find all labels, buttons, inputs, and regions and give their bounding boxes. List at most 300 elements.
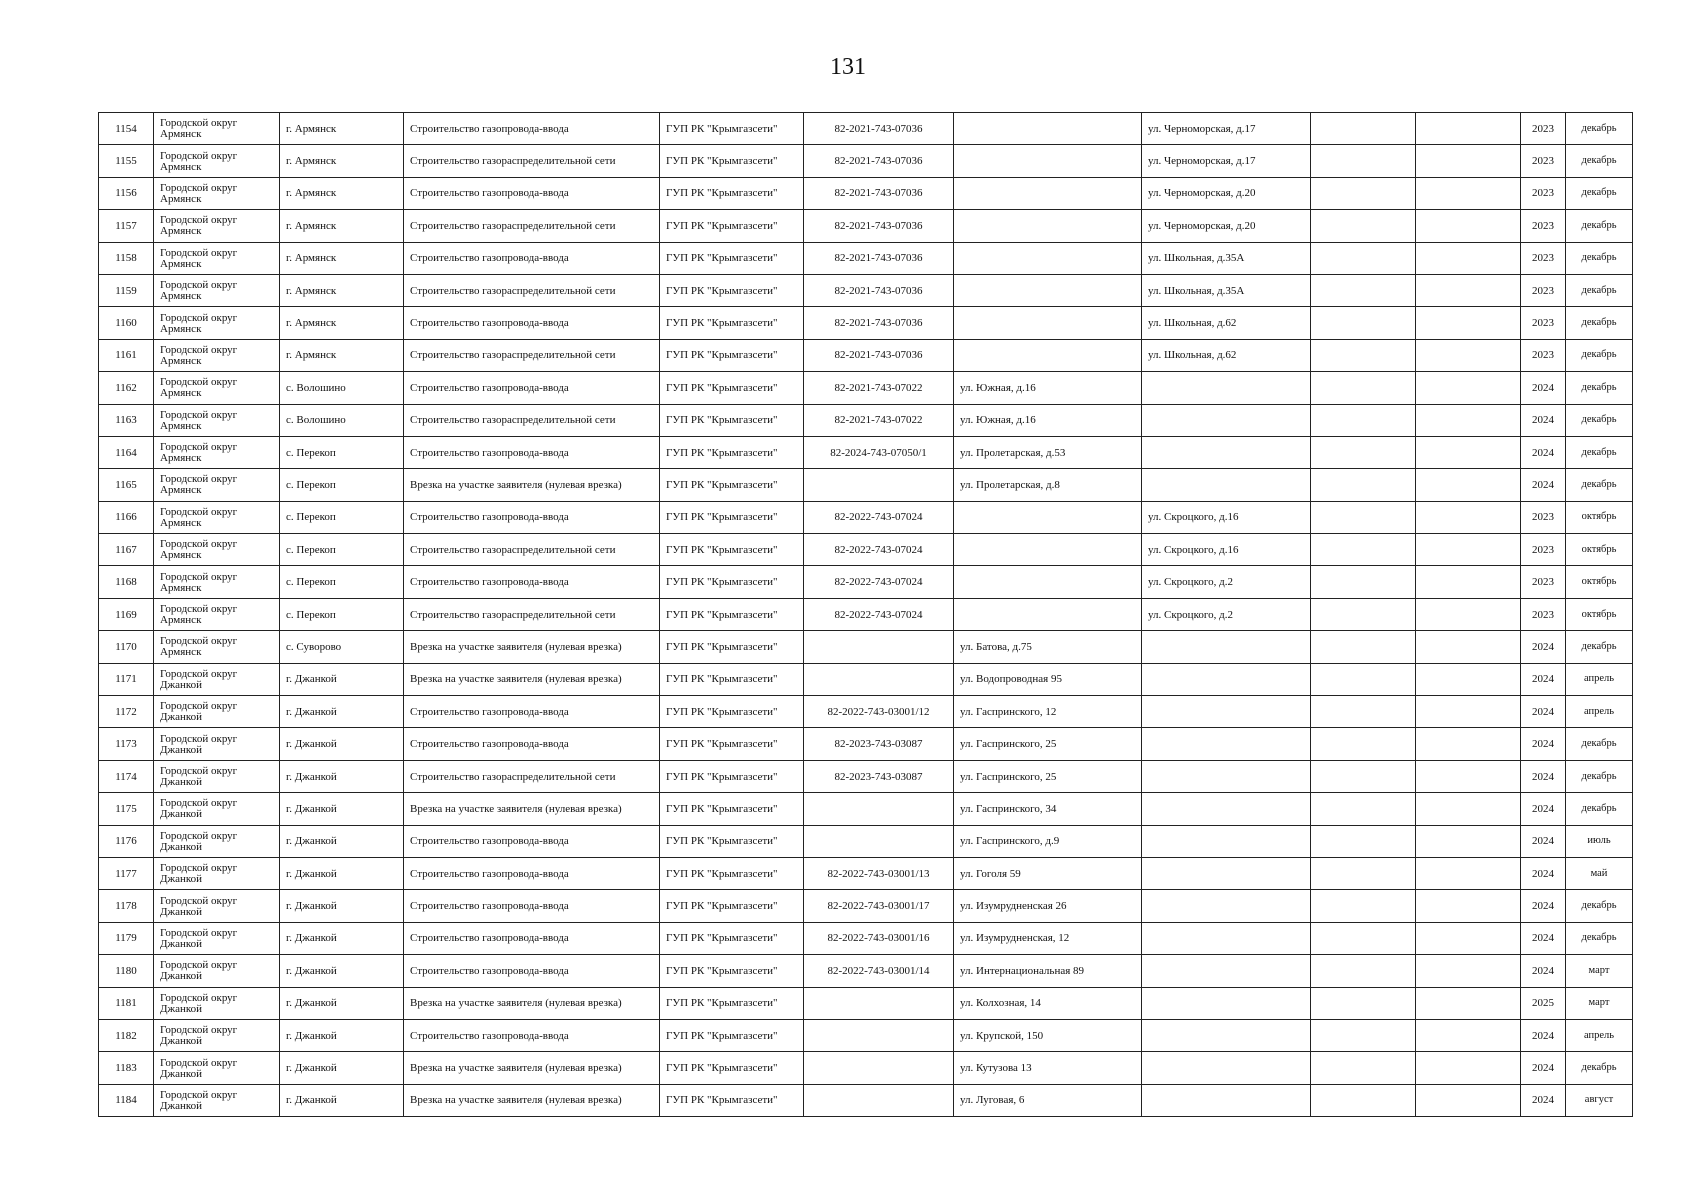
year-cell: 2023 xyxy=(1521,339,1566,371)
address-cell xyxy=(954,534,1142,566)
district-cell: Городской округ Армянск xyxy=(154,274,280,306)
address-cell: ул. Интернациональная 89 xyxy=(954,955,1142,987)
organization-cell: ГУП РК "Крымгазсети" xyxy=(660,663,804,695)
address-cell xyxy=(954,210,1142,242)
district-cell: Городской округ Джанкой xyxy=(154,663,280,695)
organization-cell: ГУП РК "Крымгазсети" xyxy=(660,274,804,306)
row-number: 1161 xyxy=(99,339,154,371)
empty-cell xyxy=(1311,469,1416,501)
month-cell: март xyxy=(1566,955,1633,987)
district-cell: Городской округ Армянск xyxy=(154,534,280,566)
year-cell: 2023 xyxy=(1521,242,1566,274)
settlement-cell: г. Джанкой xyxy=(280,890,404,922)
empty-cell xyxy=(1311,987,1416,1019)
organization-cell: ГУП РК "Крымгазсети" xyxy=(660,922,804,954)
settlement-cell: г. Армянск xyxy=(280,145,404,177)
row-number: 1168 xyxy=(99,566,154,598)
organization-cell: ГУП РК "Крымгазсети" xyxy=(660,210,804,242)
district-cell: Городской округ Джанкой xyxy=(154,825,280,857)
table-row xyxy=(99,113,1633,145)
address-alt-cell xyxy=(1142,1052,1311,1084)
empty-cell xyxy=(1416,404,1521,436)
year-cell: 2023 xyxy=(1521,177,1566,209)
year-cell: 2024 xyxy=(1521,760,1566,792)
permit-number-cell xyxy=(804,469,954,501)
month-cell: декабрь xyxy=(1566,728,1633,760)
year-cell: 2024 xyxy=(1521,728,1566,760)
district-cell: Городской округ Джанкой xyxy=(154,1052,280,1084)
work-type-cell: Строительство газопровода-ввода xyxy=(404,955,660,987)
organization-cell: ГУП РК "Крымгазсети" xyxy=(660,760,804,792)
empty-cell xyxy=(1311,566,1416,598)
district-cell: Городской округ Джанкой xyxy=(154,955,280,987)
empty-cell xyxy=(1311,307,1416,339)
organization-cell: ГУП РК "Крымгазсети" xyxy=(660,598,804,630)
month-cell: декабрь xyxy=(1566,631,1633,663)
work-type-cell: Строительство газораспределительной сети xyxy=(404,145,660,177)
address-alt-cell: ул. Скроцкого, д.16 xyxy=(1142,534,1311,566)
year-cell: 2024 xyxy=(1521,1019,1566,1051)
table-row xyxy=(99,372,1633,404)
address-alt-cell: ул. Школьная, д.62 xyxy=(1142,339,1311,371)
work-type-cell: Врезка на участке заявителя (нулевая врезка) xyxy=(404,1052,660,1084)
empty-cell xyxy=(1311,696,1416,728)
address-alt-cell: ул. Скроцкого, д.2 xyxy=(1142,598,1311,630)
year-cell: 2024 xyxy=(1521,857,1566,889)
address-cell: ул. Водопроводная 95 xyxy=(954,663,1142,695)
empty-cell xyxy=(1416,825,1521,857)
month-cell: октябрь xyxy=(1566,501,1633,533)
district-cell: Городской округ Армянск xyxy=(154,242,280,274)
settlement-cell: г. Армянск xyxy=(280,113,404,145)
settlement-cell: г. Джанкой xyxy=(280,955,404,987)
empty-cell xyxy=(1311,728,1416,760)
table-row xyxy=(99,793,1633,825)
month-cell: декабрь xyxy=(1566,113,1633,145)
gasification-table xyxy=(98,112,1633,1117)
month-cell: октябрь xyxy=(1566,566,1633,598)
settlement-cell: г. Джанкой xyxy=(280,987,404,1019)
settlement-cell: г. Джанкой xyxy=(280,760,404,792)
district-cell: Городской округ Армянск xyxy=(154,566,280,598)
permit-number-cell: 82-2023-743-03087 xyxy=(804,728,954,760)
table-row xyxy=(99,663,1633,695)
empty-cell xyxy=(1311,1019,1416,1051)
district-cell: Городской округ Армянск xyxy=(154,307,280,339)
permit-number-cell: 82-2021-743-07036 xyxy=(804,113,954,145)
month-cell: декабрь xyxy=(1566,177,1633,209)
address-alt-cell xyxy=(1142,857,1311,889)
address-alt-cell: ул. Школьная, д.35А xyxy=(1142,242,1311,274)
table-row xyxy=(99,760,1633,792)
work-type-cell: Строительство газораспределительной сети xyxy=(404,760,660,792)
work-type-cell: Строительство газопровода-ввода xyxy=(404,566,660,598)
table-row xyxy=(99,436,1633,468)
empty-cell xyxy=(1311,210,1416,242)
month-cell: август xyxy=(1566,1084,1633,1116)
organization-cell: ГУП РК "Крымгазсети" xyxy=(660,987,804,1019)
address-cell: ул. Кутузова 13 xyxy=(954,1052,1142,1084)
organization-cell: ГУП РК "Крымгазсети" xyxy=(660,469,804,501)
page-number: 131 xyxy=(830,54,866,80)
table-row xyxy=(99,890,1633,922)
year-cell: 2023 xyxy=(1521,307,1566,339)
permit-number-cell: 82-2021-743-07036 xyxy=(804,339,954,371)
permit-number-cell: 82-2021-743-07036 xyxy=(804,210,954,242)
organization-cell: ГУП РК "Крымгазсети" xyxy=(660,1052,804,1084)
address-cell xyxy=(954,598,1142,630)
empty-cell xyxy=(1416,696,1521,728)
empty-cell xyxy=(1311,501,1416,533)
work-type-cell: Строительство газораспределительной сети xyxy=(404,210,660,242)
work-type-cell: Строительство газопровода-ввода xyxy=(404,242,660,274)
permit-number-cell xyxy=(804,631,954,663)
empty-cell xyxy=(1311,534,1416,566)
empty-cell xyxy=(1311,825,1416,857)
district-cell: Городской округ Армянск xyxy=(154,177,280,209)
empty-cell xyxy=(1416,1052,1521,1084)
table-row xyxy=(99,987,1633,1019)
address-alt-cell: ул. Черноморская, д.17 xyxy=(1142,113,1311,145)
address-alt-cell: ул. Черноморская, д.17 xyxy=(1142,145,1311,177)
empty-cell xyxy=(1416,1084,1521,1116)
organization-cell: ГУП РК "Крымгазсети" xyxy=(660,1084,804,1116)
settlement-cell: г. Джанкой xyxy=(280,696,404,728)
empty-cell xyxy=(1311,145,1416,177)
year-cell: 2023 xyxy=(1521,274,1566,306)
empty-cell xyxy=(1311,631,1416,663)
permit-number-cell: 82-2021-743-07036 xyxy=(804,177,954,209)
month-cell: июль xyxy=(1566,825,1633,857)
month-cell: декабрь xyxy=(1566,339,1633,371)
table-row xyxy=(99,274,1633,306)
address-cell: ул. Изумрудненская 26 xyxy=(954,890,1142,922)
year-cell: 2023 xyxy=(1521,145,1566,177)
year-cell: 2024 xyxy=(1521,372,1566,404)
settlement-cell: г. Армянск xyxy=(280,339,404,371)
empty-cell xyxy=(1416,339,1521,371)
permit-number-cell: 82-2022-743-03001/12 xyxy=(804,696,954,728)
permit-number-cell: 82-2022-743-03001/14 xyxy=(804,955,954,987)
address-alt-cell: ул. Черноморская, д.20 xyxy=(1142,177,1311,209)
address-cell xyxy=(954,113,1142,145)
settlement-cell: г. Джанкой xyxy=(280,793,404,825)
work-type-cell: Строительство газопровода-ввода xyxy=(404,728,660,760)
organization-cell: ГУП РК "Крымгазсети" xyxy=(660,307,804,339)
empty-cell xyxy=(1311,598,1416,630)
work-type-cell: Строительство газораспределительной сети xyxy=(404,598,660,630)
work-type-cell: Строительство газопровода-ввода xyxy=(404,113,660,145)
empty-cell xyxy=(1311,1052,1416,1084)
year-cell: 2024 xyxy=(1521,1052,1566,1084)
table-row xyxy=(99,696,1633,728)
address-alt-cell: ул. Черноморская, д.20 xyxy=(1142,210,1311,242)
address-alt-cell xyxy=(1142,372,1311,404)
district-cell: Городской округ Джанкой xyxy=(154,987,280,1019)
row-number: 1177 xyxy=(99,857,154,889)
address-alt-cell xyxy=(1142,955,1311,987)
empty-cell xyxy=(1416,663,1521,695)
address-alt-cell: ул. Школьная, д.62 xyxy=(1142,307,1311,339)
address-alt-cell xyxy=(1142,696,1311,728)
table-row xyxy=(99,922,1633,954)
row-number: 1171 xyxy=(99,663,154,695)
year-cell: 2024 xyxy=(1521,404,1566,436)
permit-number-cell xyxy=(804,1019,954,1051)
empty-cell xyxy=(1311,922,1416,954)
table-row xyxy=(99,728,1633,760)
empty-cell xyxy=(1311,663,1416,695)
table-row xyxy=(99,242,1633,274)
table-row xyxy=(99,825,1633,857)
month-cell: декабрь xyxy=(1566,469,1633,501)
address-alt-cell: ул. Школьная, д.35А xyxy=(1142,274,1311,306)
table-row xyxy=(99,469,1633,501)
work-type-cell: Строительство газораспределительной сети xyxy=(404,339,660,371)
row-number: 1174 xyxy=(99,760,154,792)
settlement-cell: с. Волошино xyxy=(280,404,404,436)
work-type-cell: Строительство газопровода-ввода xyxy=(404,177,660,209)
permit-number-cell xyxy=(804,825,954,857)
settlement-cell: с. Суворово xyxy=(280,631,404,663)
permit-number-cell: 82-2021-743-07036 xyxy=(804,145,954,177)
empty-cell xyxy=(1416,857,1521,889)
empty-cell xyxy=(1311,1084,1416,1116)
permit-number-cell: 82-2021-743-07036 xyxy=(804,242,954,274)
month-cell: декабрь xyxy=(1566,307,1633,339)
permit-number-cell xyxy=(804,1052,954,1084)
row-number: 1172 xyxy=(99,696,154,728)
settlement-cell: г. Армянск xyxy=(280,274,404,306)
empty-cell xyxy=(1311,793,1416,825)
year-cell: 2024 xyxy=(1521,890,1566,922)
empty-cell xyxy=(1416,113,1521,145)
work-type-cell: Врезка на участке заявителя (нулевая врезка) xyxy=(404,1084,660,1116)
empty-cell xyxy=(1416,307,1521,339)
table-row xyxy=(99,177,1633,209)
address-cell: ул. Изумрудненская, 12 xyxy=(954,922,1142,954)
permit-number-cell: 82-2021-743-07036 xyxy=(804,307,954,339)
empty-cell xyxy=(1416,922,1521,954)
address-alt-cell xyxy=(1142,760,1311,792)
month-cell: декабрь xyxy=(1566,760,1633,792)
empty-cell xyxy=(1416,631,1521,663)
organization-cell: ГУП РК "Крымгазсети" xyxy=(660,566,804,598)
month-cell: май xyxy=(1566,857,1633,889)
empty-cell xyxy=(1311,274,1416,306)
address-cell xyxy=(954,177,1142,209)
row-number: 1181 xyxy=(99,987,154,1019)
row-number: 1183 xyxy=(99,1052,154,1084)
settlement-cell: с. Перекоп xyxy=(280,598,404,630)
permit-number-cell: 82-2022-743-07024 xyxy=(804,534,954,566)
settlement-cell: г. Джанкой xyxy=(280,728,404,760)
district-cell: Городской округ Армянск xyxy=(154,145,280,177)
work-type-cell: Врезка на участке заявителя (нулевая врезка) xyxy=(404,987,660,1019)
district-cell: Городской округ Армянск xyxy=(154,631,280,663)
address-alt-cell: ул. Скроцкого, д.16 xyxy=(1142,501,1311,533)
month-cell: декабрь xyxy=(1566,372,1633,404)
year-cell: 2024 xyxy=(1521,955,1566,987)
district-cell: Городской округ Джанкой xyxy=(154,696,280,728)
month-cell: апрель xyxy=(1566,696,1633,728)
year-cell: 2025 xyxy=(1521,987,1566,1019)
work-type-cell: Врезка на участке заявителя (нулевая врезка) xyxy=(404,631,660,663)
table-row xyxy=(99,566,1633,598)
month-cell: октябрь xyxy=(1566,534,1633,566)
settlement-cell: с. Перекоп xyxy=(280,469,404,501)
empty-cell xyxy=(1416,242,1521,274)
empty-cell xyxy=(1416,566,1521,598)
organization-cell: ГУП РК "Крымгазсети" xyxy=(660,534,804,566)
district-cell: Городской округ Армянск xyxy=(154,436,280,468)
settlement-cell: с. Перекоп xyxy=(280,534,404,566)
row-number: 1179 xyxy=(99,922,154,954)
empty-cell xyxy=(1416,955,1521,987)
work-type-cell: Врезка на участке заявителя (нулевая врезка) xyxy=(404,663,660,695)
empty-cell xyxy=(1311,177,1416,209)
settlement-cell: г. Джанкой xyxy=(280,857,404,889)
address-cell xyxy=(954,145,1142,177)
row-number: 1157 xyxy=(99,210,154,242)
organization-cell: ГУП РК "Крымгазсети" xyxy=(660,793,804,825)
organization-cell: ГУП РК "Крымгазсети" xyxy=(660,1019,804,1051)
address-cell: ул. Крупской, 150 xyxy=(954,1019,1142,1051)
district-cell: Городской округ Джанкой xyxy=(154,793,280,825)
empty-cell xyxy=(1416,177,1521,209)
district-cell: Городской округ Армянск xyxy=(154,598,280,630)
table-body xyxy=(99,113,1633,1117)
address-alt-cell xyxy=(1142,1019,1311,1051)
district-cell: Городской округ Джанкой xyxy=(154,890,280,922)
table-row xyxy=(99,501,1633,533)
district-cell: Городской округ Армянск xyxy=(154,372,280,404)
year-cell: 2023 xyxy=(1521,598,1566,630)
work-type-cell: Строительство газопровода-ввода xyxy=(404,307,660,339)
address-cell xyxy=(954,274,1142,306)
month-cell: декабрь xyxy=(1566,793,1633,825)
table-row xyxy=(99,1052,1633,1084)
district-cell: Городской округ Армянск xyxy=(154,113,280,145)
permit-number-cell xyxy=(804,1084,954,1116)
empty-cell xyxy=(1416,469,1521,501)
settlement-cell: г. Армянск xyxy=(280,307,404,339)
address-alt-cell xyxy=(1142,663,1311,695)
district-cell: Городской округ Джанкой xyxy=(154,1084,280,1116)
year-cell: 2023 xyxy=(1521,501,1566,533)
address-cell xyxy=(954,339,1142,371)
organization-cell: ГУП РК "Крымгазсети" xyxy=(660,145,804,177)
row-number: 1175 xyxy=(99,793,154,825)
month-cell: декабрь xyxy=(1566,436,1633,468)
permit-number-cell: 82-2021-743-07036 xyxy=(804,274,954,306)
year-cell: 2024 xyxy=(1521,436,1566,468)
permit-number-cell xyxy=(804,987,954,1019)
row-number: 1173 xyxy=(99,728,154,760)
row-number: 1167 xyxy=(99,534,154,566)
row-number: 1184 xyxy=(99,1084,154,1116)
organization-cell: ГУП РК "Крымгазсети" xyxy=(660,631,804,663)
organization-cell: ГУП РК "Крымгазсети" xyxy=(660,890,804,922)
district-cell: Городской округ Джанкой xyxy=(154,922,280,954)
year-cell: 2024 xyxy=(1521,1084,1566,1116)
work-type-cell: Строительство газопровода-ввода xyxy=(404,696,660,728)
work-type-cell: Строительство газопровода-ввода xyxy=(404,501,660,533)
year-cell: 2024 xyxy=(1521,793,1566,825)
permit-number-cell: 82-2024-743-07050/1 xyxy=(804,436,954,468)
row-number: 1170 xyxy=(99,631,154,663)
district-cell: Городской округ Джанкой xyxy=(154,760,280,792)
row-number: 1164 xyxy=(99,436,154,468)
address-alt-cell xyxy=(1142,890,1311,922)
settlement-cell: г. Джанкой xyxy=(280,825,404,857)
work-type-cell: Строительство газопровода-ввода xyxy=(404,825,660,857)
month-cell: декабрь xyxy=(1566,922,1633,954)
address-alt-cell: ул. Скроцкого, д.2 xyxy=(1142,566,1311,598)
permit-number-cell xyxy=(804,663,954,695)
row-number: 1159 xyxy=(99,274,154,306)
address-alt-cell xyxy=(1142,436,1311,468)
table-row xyxy=(99,145,1633,177)
year-cell: 2023 xyxy=(1521,566,1566,598)
empty-cell xyxy=(1311,436,1416,468)
address-cell: ул. Гаспринского, 25 xyxy=(954,760,1142,792)
work-type-cell: Строительство газораспределительной сети xyxy=(404,534,660,566)
permit-number-cell: 82-2021-743-07022 xyxy=(804,372,954,404)
empty-cell xyxy=(1311,857,1416,889)
year-cell: 2024 xyxy=(1521,631,1566,663)
organization-cell: ГУП РК "Крымгазсети" xyxy=(660,177,804,209)
settlement-cell: г. Джанкой xyxy=(280,922,404,954)
address-cell: ул. Батова, д.75 xyxy=(954,631,1142,663)
work-type-cell: Строительство газопровода-ввода xyxy=(404,372,660,404)
address-alt-cell xyxy=(1142,987,1311,1019)
month-cell: март xyxy=(1566,987,1633,1019)
year-cell: 2024 xyxy=(1521,469,1566,501)
empty-cell xyxy=(1416,274,1521,306)
year-cell: 2024 xyxy=(1521,663,1566,695)
district-cell: Городской округ Армянск xyxy=(154,339,280,371)
address-alt-cell xyxy=(1142,404,1311,436)
organization-cell: ГУП РК "Крымгазсети" xyxy=(660,857,804,889)
empty-cell xyxy=(1416,210,1521,242)
address-cell: ул. Гоголя 59 xyxy=(954,857,1142,889)
year-cell: 2024 xyxy=(1521,825,1566,857)
row-number: 1169 xyxy=(99,598,154,630)
month-cell: декабрь xyxy=(1566,890,1633,922)
work-type-cell: Строительство газопровода-ввода xyxy=(404,922,660,954)
address-alt-cell xyxy=(1142,631,1311,663)
organization-cell: ГУП РК "Крымгазсети" xyxy=(660,436,804,468)
empty-cell xyxy=(1416,987,1521,1019)
district-cell: Городской округ Армянск xyxy=(154,501,280,533)
empty-cell xyxy=(1311,242,1416,274)
address-cell: ул. Южная, д.16 xyxy=(954,372,1142,404)
settlement-cell: с. Перекоп xyxy=(280,566,404,598)
empty-cell xyxy=(1311,372,1416,404)
empty-cell xyxy=(1416,760,1521,792)
organization-cell: ГУП РК "Крымгазсети" xyxy=(660,696,804,728)
permit-number-cell: 82-2022-743-03001/17 xyxy=(804,890,954,922)
work-type-cell: Строительство газопровода-ввода xyxy=(404,890,660,922)
permit-number-cell: 82-2021-743-07022 xyxy=(804,404,954,436)
table-row xyxy=(99,339,1633,371)
district-cell: Городской округ Армянск xyxy=(154,404,280,436)
permit-number-cell: 82-2022-743-07024 xyxy=(804,566,954,598)
address-alt-cell xyxy=(1142,793,1311,825)
permit-number-cell: 82-2022-743-07024 xyxy=(804,501,954,533)
table-row xyxy=(99,857,1633,889)
